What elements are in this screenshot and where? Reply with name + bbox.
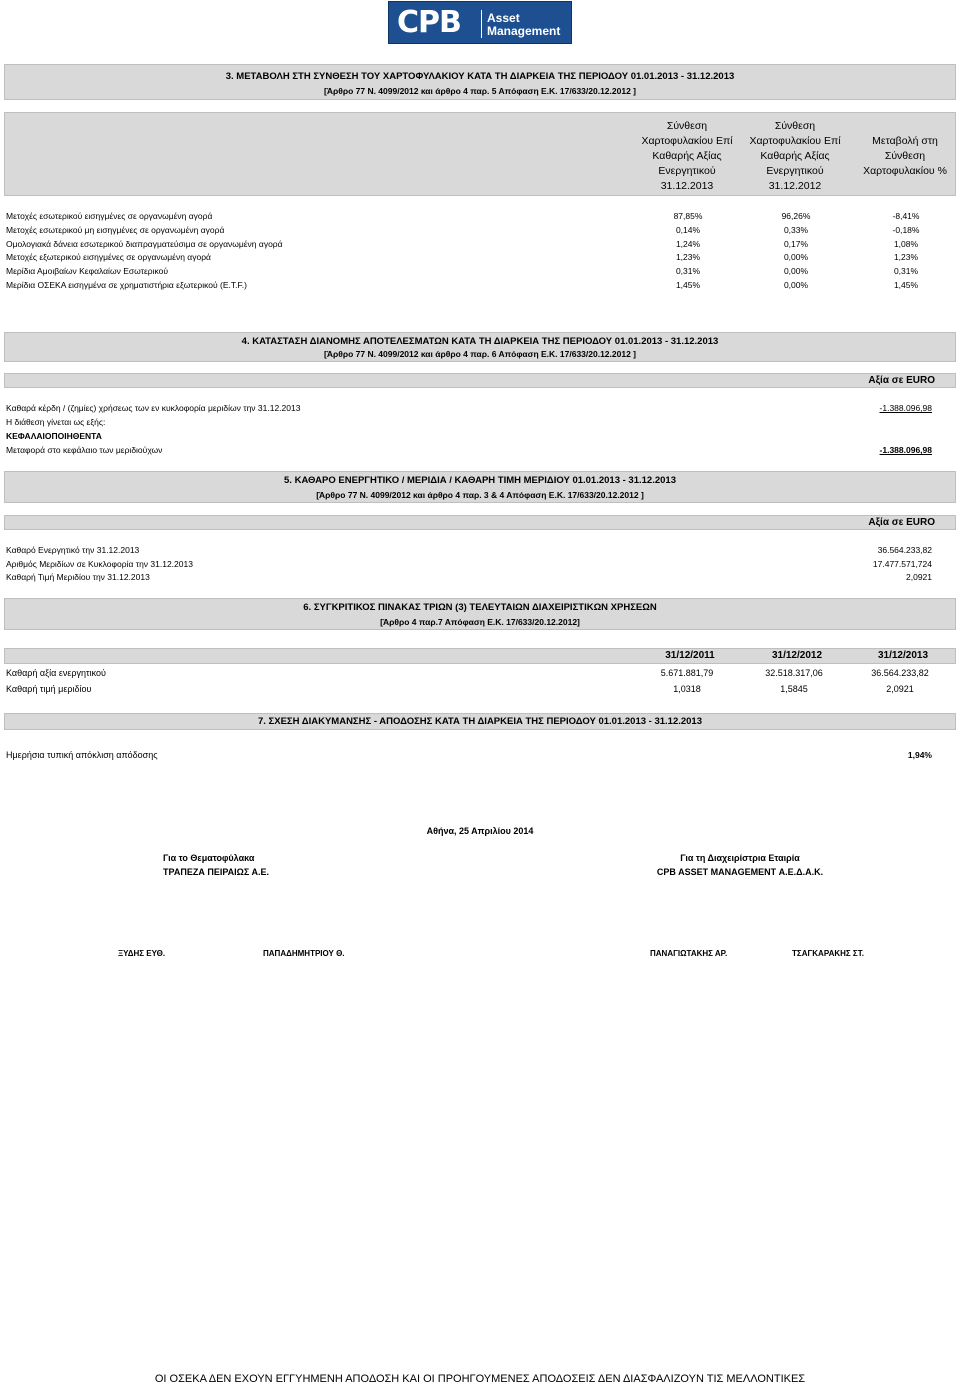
row-value-change: 0,31%: [893, 266, 919, 276]
col-composition-2013: [633, 119, 741, 194]
col3-line: Σύνθεση: [884, 150, 926, 162]
manager-title: Για τη Διαχειρίστρια Εταιρία: [680, 853, 800, 863]
units-label: Αριθμός Μεριδίων σε Κυκλοφορία την 31.12.2013: [6, 559, 193, 569]
section5-value-header-bar: [4, 515, 956, 530]
unit-price-row: [6, 572, 954, 585]
std-dev-label: Ημερήσια τυπική απόκλιση απόδοσης: [6, 750, 158, 760]
manager-org: CPB ASSET MANAGEMENT Α.Ε.Δ.Α.Κ.: [656, 867, 824, 877]
row-label: Μετοχές εξωτερικού εισηγμένες σε οργανωμένη αγορά: [6, 252, 211, 262]
value-header: Αξία σε EURO: [868, 517, 935, 528]
section4-title: 4. ΚΑΤΑΣΤΑΣΗ ΔΙΑΝΟΜΗΣ ΑΠΟΤΕΛΕΣΜΑΤΩΝ ΚΑΤΑ ΤΗ ΔΙΑΡΚΕΙΑ ΤΗΣ ΠΕΡΙΟΔΟΥ 01.01.2013 - 31.12.2013: [241, 336, 719, 347]
signatory-name: ΠΑΠΑΔΗΜΗΤΡΙΟΥ Θ.: [263, 949, 345, 958]
disclaimer-footer: ΟΙ ΟΣΕΚΑ ΔΕΝ ΕΧΟΥΝ ΕΓΓΥΗΜΕΝΗ ΑΠΟΔΟΣΗ ΚΑΙ ΟΙ ΠΡΟΗΓΟΥΜΕΝΕΣ ΑΠΟΔΟΣΕΙΣ ΔΕΝ ΔΙΑΣΦΑΛΙΖΟΥΝ ΤΙΣ ΜΕΛΛΟΝΤΙΚΕΣ: [154, 1373, 806, 1385]
row-value-change: -8,41%: [892, 211, 920, 221]
table-row: [6, 684, 954, 698]
row-value-2012: 0,00%: [783, 280, 809, 290]
table-row: [6, 225, 954, 238]
section6-year-header-bar: [4, 648, 956, 664]
col2-line: Καθαρής Αξίας: [760, 150, 830, 162]
value-2011: 1,0318: [673, 684, 701, 694]
capitalized-label: ΚΕΦΑΛΑΙΟΠΟΙΗΘΕΝΤΑ: [6, 431, 102, 441]
nav-value: 36.564.233,82: [877, 545, 932, 555]
section7-title: 7. ΣΧΕΣΗ ΔΙΑΚΥΜΑΝΣΗΣ - ΑΠΟΔΟΣΗΣ ΚΑΤΑ ΤΗ ΔΙΑΡΚΕΙΑ ΤΗΣ ΠΕΡΙΟΔΟΥ 01.01.2013 - 31.12.2013: [257, 716, 703, 727]
nav-row: [6, 545, 954, 558]
units-value: 17.477.571,724: [872, 559, 932, 569]
section6-subtitle: [Άρθρο 4 παρ.7 Απόφαση Ε.Κ. 17/633/20.12.2012]: [380, 617, 580, 627]
col1-line: Χαρτοφυλακίου Επί: [641, 135, 733, 147]
value-header: Αξία σε EURO: [868, 375, 935, 386]
row-value-2012: 96,26%: [781, 211, 811, 221]
transfer-value: -1.388.096,98: [879, 445, 932, 455]
logo-separator: [481, 10, 482, 38]
row-value-2012: 0,00%: [783, 266, 809, 276]
net-gain-row: [6, 403, 954, 416]
table-row: [6, 668, 954, 682]
row-label: Μερίδια ΟΣΕΚΑ εισηγμένα σε χρηματιστήρια εξωτερικού (E.T.F.): [6, 280, 247, 290]
col-composition-2012: [741, 119, 849, 194]
row-label: Μετοχές εσωτερικού μη εισηγμένες σε οργανωμένη αγορά: [6, 225, 225, 235]
row-value-2013: 1,45%: [675, 280, 701, 290]
section4-header: [4, 332, 956, 362]
table-row: [6, 280, 954, 293]
capitalized-row: [6, 431, 954, 444]
signing-date: Αθήνα, 25 Απριλίου 2014: [426, 826, 534, 836]
logo-brand: CPB: [397, 5, 461, 40]
logo-line2: Management: [487, 24, 561, 38]
table-row: [6, 239, 954, 252]
row-label: Μετοχές εσωτερικού εισηγμένες σε οργανωμένη αγορά: [6, 211, 213, 221]
section4-subtitle: [Άρθρο 77 Ν. 4099/2012 και άρθρο 4 παρ. 6 Απόφαση Ε.Κ. 17/633/20.12.2012 ]: [324, 349, 636, 359]
net-gain-label: Καθαρά κέρδη / (ζημίες) χρήσεως των εν κυκλοφορία μεριδίων την 31.12.2013: [6, 403, 301, 413]
units-row: [6, 559, 954, 572]
row-value-change: 1,45%: [893, 280, 919, 290]
row-value-2012: 0,00%: [783, 252, 809, 262]
row-label: Καθαρή τιμή μεριδίου: [6, 684, 92, 694]
unit-price-value: 2,0921: [906, 572, 932, 582]
section6-title: 6. ΣΥΓΚΡΙΤΙΚΟΣ ΠΙΝΑΚΑΣ ΤΡΙΩΝ (3) ΤΕΛΕΥΤΑΙΩΝ ΔΙΑΧΕΙΡΙΣΤΙΚΩΝ ΧΡΗΣΕΩΝ: [303, 602, 657, 613]
section5-header: [4, 471, 956, 503]
custodian-title: Για το Θεματοφύλακα: [163, 853, 255, 863]
row-label: Ομολογιακά δάνεια εσωτερικού διαπραγματεύσιμα σε οργανωμένη αγορά: [6, 239, 283, 249]
table-row: [6, 266, 954, 279]
nav-label: Καθαρό Ενεργητικό την 31.12.2013: [6, 545, 140, 555]
value-2012: 1,5845: [780, 684, 808, 694]
col1-line: 31.12.2013: [660, 180, 714, 192]
section5-subtitle: [Άρθρο 77 Ν. 4099/2012 και άρθρο 4 παρ. 3 & 4 Απόφαση Ε.Κ. 17/633/20.12.2012 ]: [316, 490, 644, 500]
std-dev-row: [6, 750, 954, 763]
row-value-2013: 0,31%: [675, 266, 701, 276]
row-value-2012: 0,17%: [783, 239, 809, 249]
row-label: Μερίδια Αμοιβαίων Κεφαλαίων Εσωτερικού: [6, 266, 169, 276]
row-value-change: -0,18%: [892, 225, 920, 235]
section3-subtitle: [Άρθρο 77 Ν. 4099/2012 και άρθρο 4 παρ. 5 Απόφαση Ε.Κ. 17/633/20.12.2012 ]: [324, 86, 636, 96]
distribution-label: Η διάθεση γίνεται ως εξής:: [6, 417, 106, 427]
section3-title: 3. ΜΕΤΑΒΟΛΗ ΣΤΗ ΣΥΝΘΕΣΗ ΤΟΥ ΧΑΡΤΟΦΥΛΑΚΙΟΥ ΚΑΤΑ ΤΗ ΔΙΑΡΚΕΙΑ ΤΗΣ ΠΕΡΙΟΔΟΥ 01.01.2013 - 31.12.2013: [225, 71, 735, 82]
section7-header: [4, 713, 956, 730]
value-2013: 2,0921: [886, 684, 914, 694]
section6-header: [4, 598, 956, 630]
signatory-name: ΠΑΝΑΓΙΩΤΑΚΗΣ ΑΡ.: [650, 949, 728, 958]
col2-line: Χαρτοφυλακίου Επί: [749, 135, 841, 147]
row-value-change: 1,23%: [893, 252, 919, 262]
col3-line: Μεταβολή στη: [872, 135, 938, 147]
section4-value-header-bar: [4, 373, 956, 388]
year-header: 31/12/2011: [665, 650, 715, 661]
custodian-org: ΤΡΑΠΕΖΑ ΠΕΙΡΑΙΩΣ Α.Ε.: [163, 867, 269, 877]
unit-price-label: Καθαρή Τιμή Μεριδίου την 31.12.2013: [6, 572, 150, 582]
value-2013: 36.564.233,82: [871, 668, 929, 678]
transfer-label: Μεταφορά στο κεφάλαιο των μεριδιούχων: [6, 445, 163, 455]
distribution-row: [6, 417, 954, 430]
section5-title: 5. ΚΑΘΑΡΟ ΕΝΕΡΓΗΤΙΚΟ / ΜΕΡΙΔΙΑ / ΚΑΘΑΡΗ ΤΙΜΗ ΜΕΡΙΔΙΟΥ 01.01.2013 - 31.12.2013: [284, 475, 676, 486]
value-2012: 32.518.317,06: [765, 668, 823, 678]
col2-line: Ενεργητικού: [766, 165, 824, 177]
col1-line: Σύνθεση: [666, 120, 708, 132]
year-header: 31/12/2013: [877, 650, 929, 661]
section3-header: [4, 64, 956, 100]
signatory-name: ΤΣΑΓΚΑΡΑΚΗΣ ΣΤ.: [792, 949, 864, 958]
table-row: [6, 252, 954, 265]
company-logo: [388, 1, 572, 44]
logo-line1: Asset: [487, 11, 520, 25]
col3-line: Χαρτοφυλακίου %: [863, 165, 947, 177]
row-value-2013: 87,85%: [673, 211, 703, 221]
year-header: 31/12/2012: [771, 650, 823, 661]
col-change: [851, 134, 959, 179]
value-2011: 5.671.881,79: [660, 668, 714, 678]
signatory-name: ΞΥΔΗΣ ΕΥΘ.: [118, 949, 166, 958]
row-label: Καθαρή αξία ενεργητικού: [6, 668, 106, 678]
row-value-change: 1,08%: [893, 239, 919, 249]
col2-line: 31.12.2012: [768, 180, 822, 192]
net-gain-value: -1.388.096,98: [879, 403, 932, 413]
col1-line: Καθαρής Αξίας: [652, 150, 722, 162]
col1-line: Ενεργητικού: [658, 165, 716, 177]
row-value-2013: 0,14%: [675, 225, 701, 235]
row-value-2012: 0,33%: [783, 225, 809, 235]
row-value-2013: 1,23%: [675, 252, 701, 262]
row-value-2013: 1,24%: [675, 239, 701, 249]
std-dev-value: 1,94%: [907, 750, 932, 760]
col2-line: Σύνθεση: [774, 120, 816, 132]
section3-column-header-bar: [4, 112, 956, 196]
transfer-row: [6, 445, 954, 458]
table-row: [6, 211, 954, 224]
